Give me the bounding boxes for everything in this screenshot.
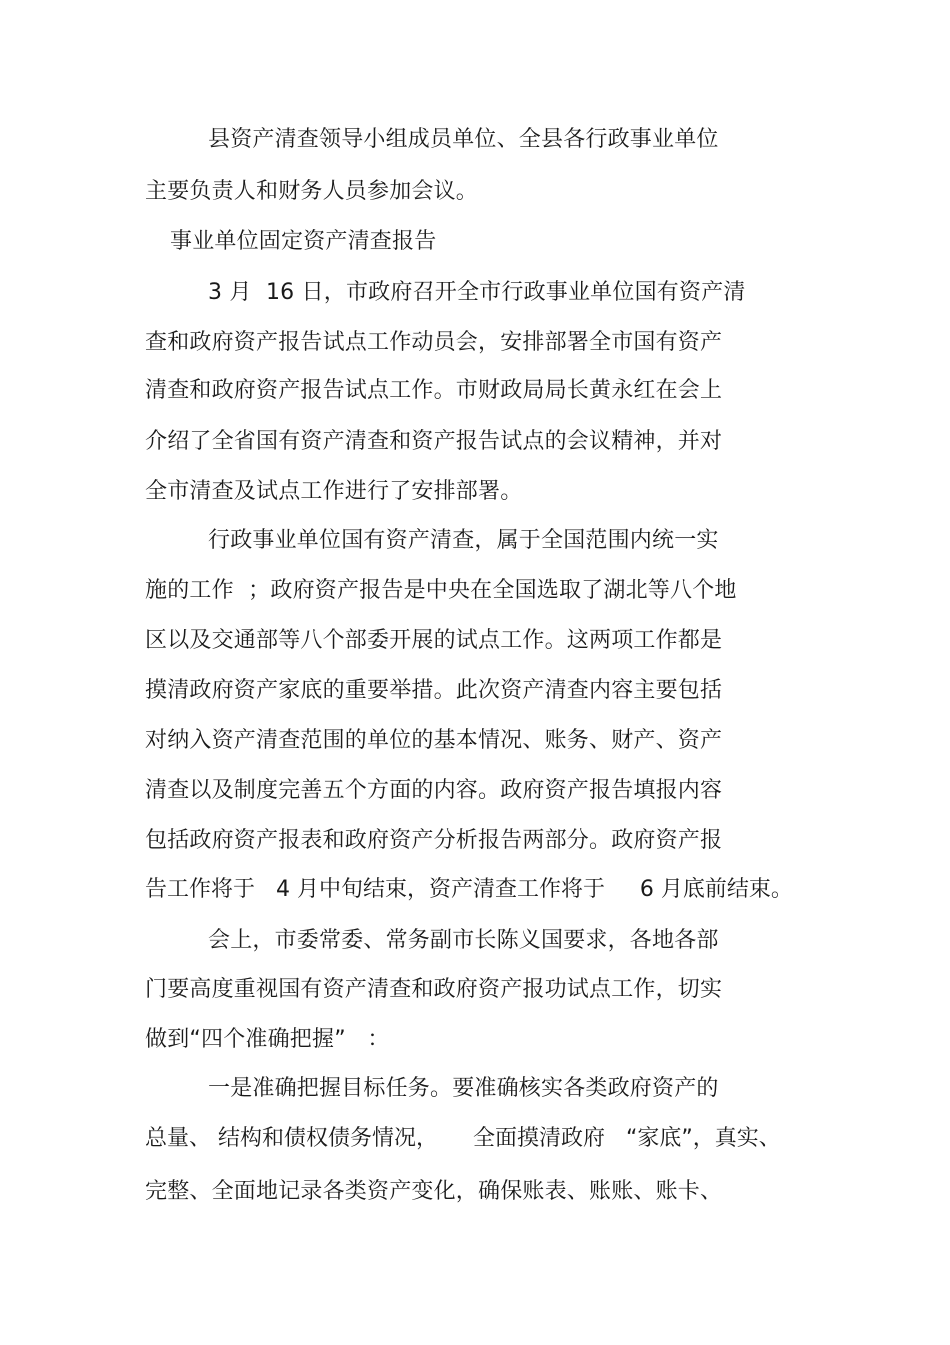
text-line: 区以及交通部等八个部委开展的试点工作。这两项工作都是 [145, 628, 723, 653]
text-line: 一是准确把握目标任务。要准确核实各类政府资产的 [208, 1076, 719, 1101]
text-line: 总量、 结构和债权债务情况， 全面摸清政府 “家底”，真实、 [145, 1126, 781, 1151]
text-line: 介绍了全省国有资产清查和资产报告试点的会议精神，并对 [145, 429, 723, 454]
text-line: 包括政府资产报表和政府资产分析报告两部分。政府资产报 [145, 828, 723, 853]
text-line: 告工作将于 4 月中旬结束，资产清查工作将于 6 月底前结束。 [145, 877, 793, 902]
text-line: 做到“四个准确把握” ： [145, 1027, 390, 1052]
section-heading: 事业单位固定资产清查报告 [170, 229, 437, 254]
text-line: 查和政府资产报告试点工作动员会，安排部署全市国有资产 [145, 330, 723, 355]
text-line: 3 月 16 日，市政府召开全市行政事业单位国有资产清 [208, 280, 746, 305]
text-line: 会上，市委常委、常务副市长陈义国要求，各地各部 [208, 928, 719, 953]
text-line: 门要高度重视国有资产清查和政府资产报功试点工作，切实 [145, 977, 723, 1002]
text-line: 清查和政府资产报告试点工作。市财政局局长黄永红在会上 [145, 378, 723, 403]
text-line: 施的工作 ；政府资产报告是中央在全国选取了湖北等八个地 [145, 578, 737, 603]
text-line: 对纳入资产清查范围的单位的基本情况、账务、财产、资产 [145, 728, 723, 753]
text-line: 清查以及制度完善五个方面的内容。政府资产报告填报内容 [145, 778, 723, 803]
text-line: 行政事业单位国有资产清查，属于全国范围内统一实 [208, 528, 719, 553]
text-line: 全市清查及试点工作进行了安排部署。 [145, 479, 523, 504]
text-line: 县资产清查领导小组成员单位、全县各行政事业单位 [208, 127, 719, 152]
text-line: 摸清政府资产家底的重要举措。此次资产清查内容主要包括 [145, 678, 723, 703]
text-line: 主要负责人和财务人员参加会议。 [145, 179, 479, 204]
text-line: 完整、全面地记录各类资产变化，确保账表、账账、账卡、 [145, 1179, 723, 1204]
